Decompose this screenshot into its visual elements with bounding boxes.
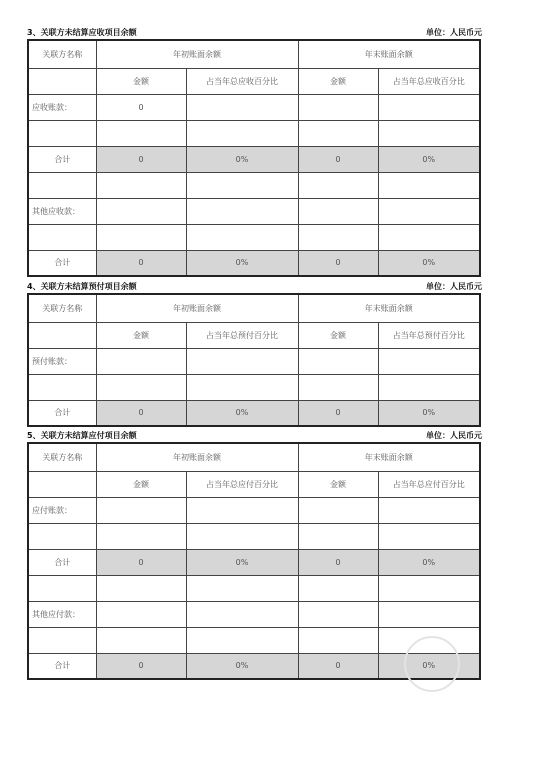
- cell-amount-close: 0: [298, 250, 378, 276]
- cell-pct-close: [378, 497, 480, 523]
- table-subheader-row: [28, 471, 480, 497]
- cell-amount-open: [96, 224, 186, 250]
- cell-pct-close: [378, 575, 480, 601]
- row-label: 其他应付款：: [28, 601, 96, 627]
- cell-amount-open: [96, 120, 186, 146]
- table-row: [28, 198, 480, 224]
- cell-pct-open: 0%: [186, 146, 298, 172]
- table-header-row: [28, 294, 480, 322]
- cell-amount-close: [298, 224, 378, 250]
- table-header-row: [28, 443, 480, 471]
- table-row: [28, 94, 480, 120]
- col-header-amount-close: 金额: [298, 322, 378, 348]
- table-row: [28, 120, 480, 146]
- col-header-opening-balance: 年初账面余额: [96, 40, 298, 68]
- cell-amount-close: [298, 601, 378, 627]
- row-label: [28, 172, 96, 198]
- cell-pct-open: [186, 575, 298, 601]
- row-label: 应收账款：: [28, 94, 96, 120]
- col-header-amount-open: 金额: [96, 471, 186, 497]
- cell-amount-open: 0: [96, 549, 186, 575]
- row-label: [28, 120, 96, 146]
- cell-amount-close: [298, 198, 378, 224]
- cell-pct-open: 0%: [186, 400, 298, 426]
- cell-pct-close: [378, 120, 480, 146]
- section-prepayments: [27, 281, 481, 427]
- total-row: [28, 250, 480, 276]
- table-subheader-row: [28, 322, 480, 348]
- cell-pct-open: [186, 94, 298, 120]
- row-label: [28, 523, 96, 549]
- cell-pct-open: [186, 224, 298, 250]
- cell-pct-close: [378, 94, 480, 120]
- row-label: [28, 374, 96, 400]
- cell-amount-open: [96, 627, 186, 653]
- row-label: 应付账款：: [28, 497, 96, 523]
- cell-pct-close: [378, 198, 480, 224]
- row-label: [28, 575, 96, 601]
- col-header-amount-close: 金额: [298, 68, 378, 94]
- cell-pct-open: [186, 523, 298, 549]
- col-header-pct-close: 占当年总预付百分比: [378, 322, 480, 348]
- watermark-stamp: [404, 636, 460, 692]
- cell-amount-open: [96, 172, 186, 198]
- cell-amount-close: [298, 374, 378, 400]
- table-row: [28, 575, 480, 601]
- col-header-opening-balance: 年初账面余额: [96, 294, 298, 322]
- row-label: 合计: [28, 250, 96, 276]
- cell-amount-close: [298, 172, 378, 198]
- cell-amount-close: [298, 120, 378, 146]
- cell-pct-open: [186, 497, 298, 523]
- row-label: [28, 224, 96, 250]
- total-row: [28, 549, 480, 575]
- cell-amount-open: [96, 523, 186, 549]
- table-header-row: [28, 40, 480, 68]
- cell-pct-close: 0%: [378, 250, 480, 276]
- row-label: 合计: [28, 400, 96, 426]
- cell-pct-close: 0%: [378, 653, 480, 679]
- cell-amount-close: 0: [298, 400, 378, 426]
- section-title: 3、关联方未结算应收项目余额: [27, 28, 137, 37]
- cell-amount-open: [96, 601, 186, 627]
- row-label: 合计: [28, 146, 96, 172]
- currency-unit: 单位：人民币元: [426, 431, 482, 440]
- cell-pct-open: [186, 198, 298, 224]
- header-blank-cell: [28, 68, 96, 94]
- table-row: [28, 348, 480, 374]
- cell-pct-open: [186, 627, 298, 653]
- cell-pct-close: [378, 523, 480, 549]
- cell-amount-open: [96, 374, 186, 400]
- cell-pct-close: 0%: [378, 549, 480, 575]
- col-header-pct-open: 占当年总应收百分比: [186, 68, 298, 94]
- total-row: [28, 400, 480, 426]
- cell-amount-close: 0: [298, 653, 378, 679]
- col-header-amount-open: 金额: [96, 322, 186, 348]
- table-row: [28, 497, 480, 523]
- col-header-related-party: 关联方名称: [28, 443, 96, 471]
- cell-pct-close: [378, 348, 480, 374]
- table-subheader-row: [28, 68, 480, 94]
- row-label: [28, 627, 96, 653]
- cell-pct-close: [378, 172, 480, 198]
- header-blank-cell: [28, 471, 96, 497]
- cell-amount-open: 0: [96, 94, 186, 120]
- cell-pct-close: 0%: [378, 400, 480, 426]
- cell-amount-close: [298, 497, 378, 523]
- receivables-table: [27, 39, 481, 277]
- section-header: [27, 281, 481, 293]
- cell-amount-open: [96, 497, 186, 523]
- cell-pct-close: 0%: [378, 146, 480, 172]
- table-row: [28, 523, 480, 549]
- table-row: [28, 172, 480, 198]
- cell-pct-close: [378, 601, 480, 627]
- cell-pct-open: [186, 120, 298, 146]
- cell-amount-open: 0: [96, 250, 186, 276]
- cell-amount-close: [298, 575, 378, 601]
- cell-amount-open: [96, 198, 186, 224]
- col-header-related-party: 关联方名称: [28, 40, 96, 68]
- col-header-pct-open: 占当年总应付百分比: [186, 471, 298, 497]
- col-header-closing-balance: 年末账面余额: [298, 294, 480, 322]
- col-header-pct-close: 占当年总应付百分比: [378, 471, 480, 497]
- col-header-closing-balance: 年末账面余额: [298, 443, 480, 471]
- cell-amount-open: 0: [96, 400, 186, 426]
- table-row: [28, 224, 480, 250]
- col-header-related-party: 关联方名称: [28, 294, 96, 322]
- col-header-amount-open: 金额: [96, 68, 186, 94]
- cell-amount-open: 0: [96, 146, 186, 172]
- cell-amount-close: [298, 94, 378, 120]
- cell-amount-open: [96, 575, 186, 601]
- header-blank-cell: [28, 322, 96, 348]
- cell-pct-open: [186, 601, 298, 627]
- cell-amount-close: [298, 348, 378, 374]
- cell-amount-close: [298, 523, 378, 549]
- cell-pct-open: [186, 172, 298, 198]
- row-label: 合计: [28, 653, 96, 679]
- col-header-pct-open: 占当年总预付百分比: [186, 322, 298, 348]
- cell-amount-close: [298, 627, 378, 653]
- cell-pct-open: 0%: [186, 549, 298, 575]
- row-label: 预付账款：: [28, 348, 96, 374]
- table-row: [28, 601, 480, 627]
- cell-pct-open: 0%: [186, 250, 298, 276]
- row-label: 其他应收款：: [28, 198, 96, 224]
- cell-pct-close: [378, 224, 480, 250]
- cell-pct-close: [378, 374, 480, 400]
- cell-pct-open: 0%: [186, 653, 298, 679]
- cell-amount-open: [96, 348, 186, 374]
- cell-pct-open: [186, 348, 298, 374]
- col-header-amount-close: 金额: [298, 471, 378, 497]
- currency-unit: 单位：人民币元: [426, 28, 482, 37]
- cell-amount-close: 0: [298, 549, 378, 575]
- row-label: 合计: [28, 549, 96, 575]
- cell-pct-open: [186, 374, 298, 400]
- section-header: [27, 430, 481, 442]
- section-title: 5、关联方未结算应付项目余额: [27, 431, 137, 440]
- currency-unit: 单位：人民币元: [426, 282, 482, 291]
- prepayments-table: [27, 293, 481, 427]
- section-title: 4、关联方未结算预付项目余额: [27, 282, 137, 291]
- col-header-pct-close: 占当年总应收百分比: [378, 68, 480, 94]
- cell-amount-open: 0: [96, 653, 186, 679]
- section-receivables: [27, 27, 481, 277]
- table-row: [28, 374, 480, 400]
- section-header: [27, 27, 481, 39]
- cell-amount-close: 0: [298, 146, 378, 172]
- col-header-closing-balance: 年末账面余额: [298, 40, 480, 68]
- total-row: [28, 146, 480, 172]
- col-header-opening-balance: 年初账面余额: [96, 443, 298, 471]
